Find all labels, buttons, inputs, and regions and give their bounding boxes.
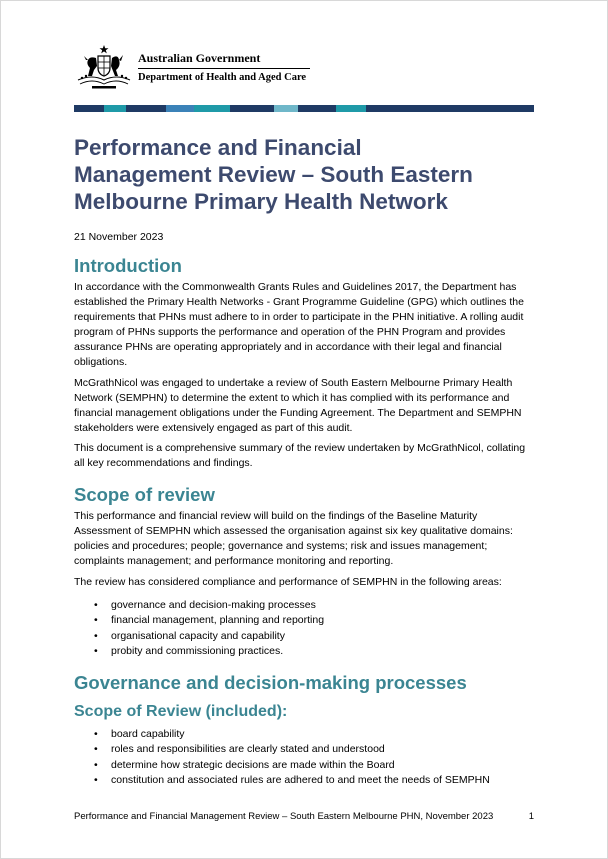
title-line-1: Performance and Financial: [74, 135, 362, 160]
government-name: Australian Government: [138, 50, 261, 65]
coat-of-arms-icon: [74, 44, 134, 90]
band-segment: [194, 105, 230, 112]
decorative-color-band: [74, 105, 534, 112]
band-segment: [126, 105, 166, 112]
title-line-3: Melbourne Primary Health Network: [74, 189, 448, 214]
logo-text: [138, 51, 310, 84]
band-segment: [74, 105, 104, 112]
introduction-heading: Introduction: [74, 255, 182, 276]
document-date: 21 November 2023: [74, 231, 164, 243]
band-segment: [274, 105, 298, 112]
governance-heading: Governance and decision-making processes: [74, 672, 467, 693]
band-segment: [104, 105, 126, 112]
introduction-paragraph-2: McGrathNicol was engaged to undertake a review of South Eastern Melbourne Primary Health Network (SEMPHN) to determine the extent to which it has complied with its performance and financial management obligations under the Funding Agreement. The Department and SEMPHN stakeholders were extensively engaged as part of this audit.: [74, 377, 522, 434]
scope-heading: Scope of review: [74, 484, 215, 505]
list-item: • constitution and associated rules are adhered to and meet the needs of SEMPHN: [74, 773, 534, 788]
footer-text: Performance and Financial Management Review – South Eastern Melbourne PHN, November 2023: [74, 811, 494, 822]
list-item: • board capability: [74, 727, 534, 742]
introduction-paragraph-1: In accordance with the Commonwealth Grants Rules and Guidelines 2017, the Department has established the Primary Health Networks - Grant Programme Guideline (GPG) which outlines the requirements that PHNs must adhere to in order to participate in the PHN initiative. A rolling audit program of PHNs supports the performance and operation of the PHN Program and provides assurance PHNs are operating appropriately and in accordance with their legal and financial obligations.: [74, 281, 524, 368]
scope-paragraph-1: This performance and financial review will build on the findings of the Baseline Maturity Assessment of SEMPHN which assessed the organisation against six key qualitative domains: policies and procedures; people; governance and systems; risk and issues management; complaints management; and performance monitoring and reporting.: [74, 510, 513, 567]
department-name: Department of Health and Aged Care: [138, 71, 307, 83]
band-segment: [230, 105, 274, 112]
title-line-2: Management Review – South Eastern: [74, 162, 473, 187]
scope-paragraph-2: The review has considered compliance and performance of SEMPHN in the following areas:: [74, 576, 502, 588]
governance-subheading: Scope of Review (included):: [74, 703, 288, 720]
list-item: • organisational capacity and capability: [74, 629, 534, 644]
page-title: [74, 134, 534, 215]
band-segment: [336, 105, 366, 112]
band-segment: [298, 105, 336, 112]
list-item: • determine how strategic decisions are made within the Board: [74, 758, 534, 773]
government-logo: [74, 43, 310, 91]
band-segment: [366, 105, 534, 112]
page-footer: [74, 811, 534, 823]
governance-scope-list: [74, 727, 534, 789]
list-item: • financial management, planning and reporting: [74, 613, 534, 628]
list-item: • probity and commissioning practices.: [74, 644, 534, 659]
list-item: • roles and responsibilities are clearly stated and understood: [74, 742, 534, 757]
scope-areas-list: [74, 598, 534, 660]
page-number: 1: [528, 811, 534, 822]
introduction-paragraph-3: This document is a comprehensive summary of the review undertaken by McGrathNicol, collating all key recommendations and findings.: [74, 442, 526, 469]
list-item: • governance and decision-making processes: [74, 598, 534, 613]
logo-divider: [138, 68, 310, 69]
band-segment: [166, 105, 194, 112]
